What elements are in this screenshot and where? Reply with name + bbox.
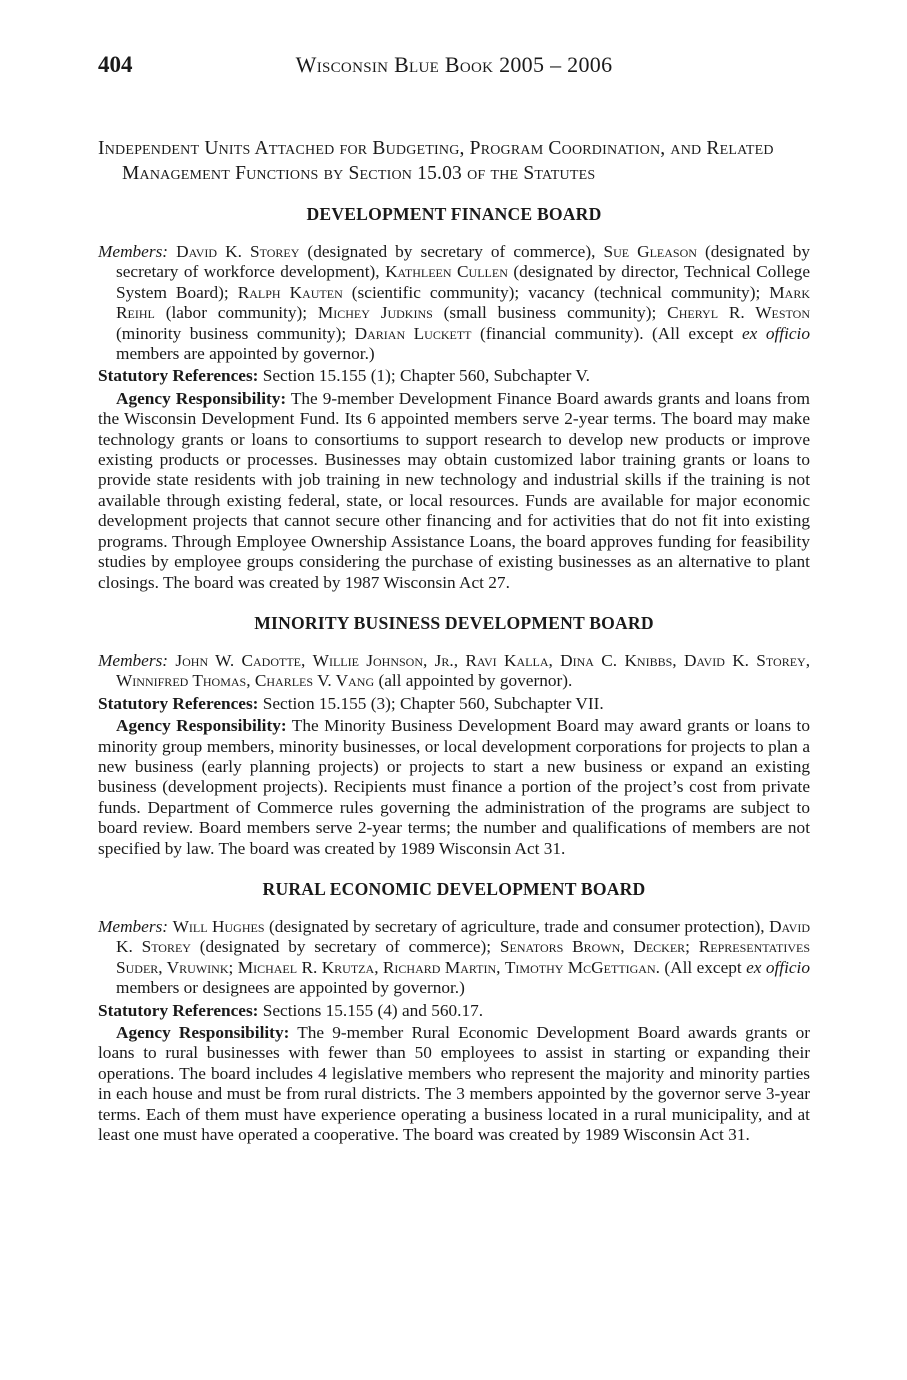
- member-note: ,: [672, 650, 684, 670]
- member-name: Darian Luckett: [354, 323, 472, 343]
- board-title: MINORITY BUSINESS DEVELOPMENT BOARD: [254, 612, 654, 633]
- member-note: (designated by secretary of commerce),: [299, 242, 604, 261]
- member-note: ,: [496, 957, 505, 977]
- member-note: (small business community);: [432, 303, 668, 323]
- member-note: ,: [805, 650, 811, 670]
- section-heading: Independent Units Attached for Budgeting, Program Coordination, and Related Management Functions by Section 15.03 of the Statutes: [98, 138, 774, 184]
- member-note: . (All except: [655, 957, 747, 977]
- member-note: ,: [548, 650, 561, 670]
- agency-responsibility: [98, 716, 810, 859]
- responsibility-text: The Minority Business Development Board may award grants or loans to minority group members, minority businesses, or local development corporations for projects to plan a new business (early planning projects) or projects to start a new business or expand an existing business (development projects). Recipients must finance a portion of the project’s cost from private funds. Department of Commerce rules governing the administration of the programs are subject to board review. Board members serve 2-year terms; the number and qualifications of members are not specified by law. The board was created by 1989 Wisconsin Act 31.: [98, 716, 810, 858]
- board-members: [98, 651, 810, 692]
- member-name: Richard Martin: [382, 957, 497, 977]
- statutory-text: Section 15.155 (3); Chapter 560, Subchapter VII.: [258, 693, 604, 713]
- member-name: David K. Storey: [683, 650, 806, 670]
- board-title: DEVELOPMENT FINANCE BOARD: [306, 204, 602, 224]
- responsibility-label: Agency Responsibility:: [116, 716, 287, 736]
- member-name: Will Hughes: [172, 916, 265, 936]
- member-note: (minority business community);: [116, 323, 355, 343]
- member-name: Timothy McGettigan: [504, 957, 656, 977]
- member-name: Ravi Kalla: [465, 650, 549, 670]
- member-note: ,: [246, 671, 255, 691]
- member-note: (scientific community); vacancy (technical community);: [342, 282, 770, 302]
- agency-responsibility: [98, 1023, 810, 1145]
- member-name: Winnifred Thomas: [116, 671, 247, 691]
- main-content: [98, 204, 810, 1145]
- member-name: Ralph Kauten: [237, 282, 343, 302]
- member-name: Charles V. Vang: [254, 671, 375, 691]
- member-note: ,: [453, 650, 466, 670]
- ex-officio-text: ex officio: [741, 323, 810, 343]
- member-note: (designated by secretary of commerce);: [190, 937, 500, 957]
- book-title: Wisconsin Blue Book 2005 – 2006: [295, 52, 613, 77]
- statutory-label: Statutory References:: [98, 366, 259, 386]
- member-name: Michael R. Krutza: [237, 957, 375, 977]
- board-title: RURAL ECONOMIC DEVELOPMENT BOARD: [262, 878, 646, 899]
- member-note: (designated by secretary of workforce development),: [116, 242, 810, 282]
- member-note: (all appointed by governor).: [374, 671, 573, 691]
- statutory-text: Section 15.155 (1); Chapter 560, Subchapter V.: [258, 366, 590, 386]
- member-name: Michey Judkins: [317, 303, 433, 323]
- page-number: 404: [98, 52, 133, 77]
- members-label: Members:: [98, 916, 169, 936]
- members-label: Members:: [98, 650, 169, 670]
- member-name: David K. Storey: [116, 916, 810, 957]
- statutory-label: Statutory References:: [98, 693, 259, 713]
- statutory-text: Sections 15.155 (4) and 560.17.: [258, 1000, 484, 1020]
- member-name: Dina C. Knibbs: [560, 650, 673, 670]
- members-label: Members:: [98, 242, 169, 261]
- member-note: (designated by secretary of agriculture, trade and consumer protection),: [264, 916, 770, 936]
- member-note: (labor community);: [154, 303, 318, 323]
- responsibility-text: The 9-member Rural Economic Development Board awards grants or loans to rural businesses with fewer than 50 employees to assist in starting or expanding their operations. The board includes 4 legislative members who represent the majority and minority parties in each house and must be from rural districts. The 3 members appointed by the governor serve 3-year terms. Each of them must have experience operating a business located in a rural municipality, and at least one must have operated a cooperative. The board was created by 1989 Wisconsin Act 31.: [98, 1023, 810, 1145]
- statutory-references: [98, 366, 810, 386]
- running-header: [98, 52, 810, 82]
- member-name: Sue Gleason: [603, 242, 697, 261]
- members-tail: members are appointed by governor.): [116, 344, 375, 364]
- responsibility-text: The 9-member Development Finance Board awards grants and loans from the Wisconsin Development Fund. Its 6 appointed members serve 2-year terms. The board may make technology grants or loans to consortiums to support research to develop new products or improve existing products or processes. Businesses may obtain customized labor training grants or loans to provide state residents with job training in new technology and industrial skills if the training is not available through existing federal, state, or local resources. Funds are available for major economic development projects that cannot secure other financing and for activities that do not fit into existing programs. Through Employee Ownership Assistance Loans, the board approves funding for feasibility studies by employee groups considering the purchase of existing businesses as an alternative to plant closings. The board was created by 1987 Wisconsin Act 27.: [98, 388, 810, 592]
- member-note: ,: [301, 650, 313, 670]
- agency-responsibility: [98, 389, 810, 593]
- board-members: [98, 917, 810, 999]
- member-note: (designated by director, Technical College System Board);: [116, 262, 810, 302]
- members-tail: members or designees are appointed by governor.): [116, 978, 465, 998]
- member-name: Kathleen Cullen: [385, 262, 508, 282]
- board-members: [98, 242, 810, 364]
- statutory-label: Statutory References:: [98, 1000, 259, 1020]
- statutory-references: [98, 1001, 810, 1021]
- member-note: ,: [374, 957, 383, 977]
- responsibility-label: Agency Responsibility:: [116, 388, 287, 408]
- responsibility-label: Agency Responsibility:: [116, 1023, 290, 1042]
- member-note: (financial community). (All except: [471, 323, 742, 343]
- member-name: Willie Johnson, Jr.: [312, 650, 454, 670]
- member-name: Senators Brown, Decker; Representatives Suder, Vruwink;: [116, 937, 810, 977]
- member-name: Cheryl R. Weston: [667, 303, 810, 323]
- ex-officio-text: ex officio: [746, 957, 811, 977]
- member-name: John W. Cadotte: [175, 650, 302, 670]
- statutory-references: [98, 694, 810, 714]
- member-name: Mark Reihl: [116, 282, 810, 323]
- member-name: David K. Storey: [176, 242, 300, 261]
